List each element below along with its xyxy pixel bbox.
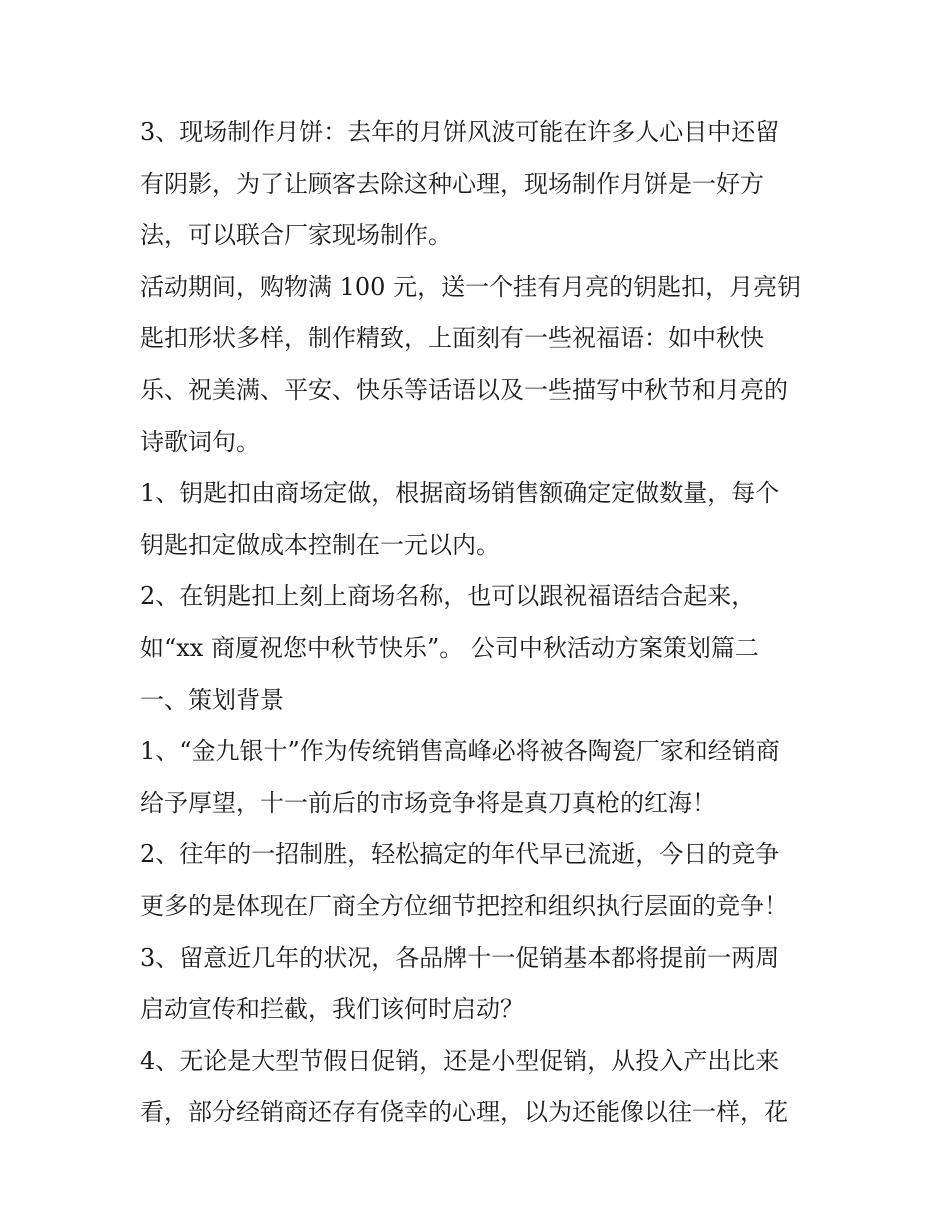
text-line: 看，部分经销商还存有侥幸的心理，以为还能像以往一样，花 <box>140 1098 788 1127</box>
text-line: 钥匙扣定做成本控制在一元以内。 <box>140 530 500 559</box>
text-line: 启动宣传和拦截，我们该何时启动？ <box>140 995 524 1024</box>
text-line: 如“xx 商厦祝您中秋节快乐”。 公司中秋活动方案策划篇二 <box>140 633 759 662</box>
text-line: 1、钥匙扣由商场定做，根据商场销售额确定定做数量，每个 <box>140 479 780 508</box>
text-line: 3、留意近几年的状况，各品牌十一促销基本都将提前一两周 <box>140 943 780 972</box>
text-line: 2、往年的一招制胜，轻松搞定的年代早已流逝，今日的竞争 <box>140 840 780 869</box>
text-line: 法，可以联合厂家现场制作。 <box>140 221 452 250</box>
text-line: 1、“金九银十”作为传统销售高峰必将被各陶瓷厂家和经销商 <box>140 737 780 766</box>
text-line: 有阴影，为了让顾客去除这种心理，现场制作月饼是一好方 <box>140 169 764 198</box>
document-body <box>140 107 820 1139</box>
text-line: 2、在钥匙扣上刻上商场名称，也可以跟祝福语结合起来， <box>140 582 756 611</box>
text-line: 给予厚望，十一前后的市场竞争将是真刀真枪的红海！ <box>140 788 716 817</box>
text-line: 4、无论是大型节假日促销，还是小型促销，从投入产出比来 <box>140 1046 780 1075</box>
section-heading: 一、策划背景 <box>140 685 284 714</box>
text-line: 乐、祝美满、平安、快乐等话语以及一些描写中秋节和月亮的 <box>140 375 788 404</box>
text-line: 3、现场制作月饼：去年的月饼风波可能在许多人心目中还留 <box>140 118 780 146</box>
text-line: 更多的是体现在厂商全方位细节把控和组织执行层面的竞争！ <box>140 891 788 920</box>
text-line: 匙扣形状多样，制作精致，上面刻有一些祝福语：如中秋快 <box>140 324 764 353</box>
text-line: 活动期间，购物满 100 元，送一个挂有月亮的钥匙扣，月亮钥 <box>140 272 802 301</box>
text-line: 诗歌词句。 <box>140 427 260 456</box>
